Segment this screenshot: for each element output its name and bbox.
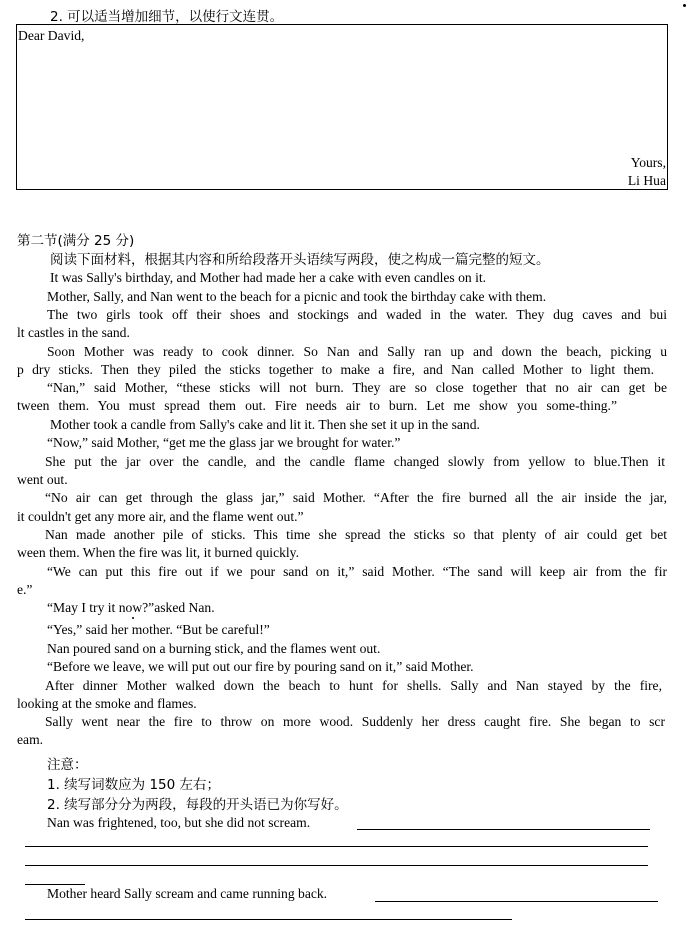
passage-line: Nan made another pile of sticks. This time she spread the sticks so that plenty of air could get bet [45,527,667,542]
section-instruction: 阅读下面材料，根据其内容和所给段落开头语续写两段，使之构成一篇完整的短文。 [50,252,550,268]
answer-line[interactable] [25,865,648,866]
answer-line[interactable] [25,884,85,885]
passage-line: ween them. When the fire was lit, it burned quickly. [17,545,299,560]
passage-line: Mother, Sally, and Nan went to the beach for a picnic and took the birthday cake with them. [47,289,547,304]
passage-line: it couldn't get any more air, and the flame went out.” [17,509,304,524]
passage-line: tween them. You must spread them out. Fire needs air to burn. Let me show you some-thing.” [17,398,617,413]
passage-line: eam. [17,732,44,747]
passage-line: looking at the smoke and flames. [17,696,197,711]
notes-title: 注意： [47,757,88,773]
passage-line: The two girls took off their shoes and stockings and waded in the water. They dug caves and bui [47,307,667,322]
passage-line: p dry sticks. Then they piled the sticks together to make a fire, and Nan called Mother to light them. [17,362,654,377]
letter-greeting: Dear David, [18,28,85,43]
passage-line: After dinner Mother walked down the beach to hunt for shells. Sally and Nan stayed by the fire, [45,678,662,693]
corner-mark [683,4,686,7]
passage-line: It was Sally's birthday, and Mother had made her a cake with even candles on it. [50,270,487,285]
passage-line: “No air can get through the glass jar,” said Mother. “After the fire burned all the air inside the jar, [45,490,667,505]
passage-line: “Now,” said Mother, “get me the glass jar we brought for water.” [47,435,401,450]
passage-line: Nan poured sand on a burning stick, and the flames went out. [47,641,381,656]
passage-line: “Yes,” said her mother. “But be careful!” [47,622,270,637]
answer-line[interactable] [25,846,648,847]
passage-line: e.” [17,582,33,597]
answer-line[interactable] [375,901,658,902]
note-item-2: 2. 续写部分分为两段，每段的开头语已为你写好。 [47,797,348,813]
para2-opening: Mother heard Sally scream and came running back. [47,886,328,901]
passage-line: “We can put this fire out if we pour sand on it,” said Mother. “The sand will keep air from the fir [47,564,667,579]
passage-line: Mother took a candle from Sally's cake and lit it. Then she set it up in the sand. [50,417,480,432]
writing-requirement-2: 2. 可以适当增加细节，以使行文连贯。 [50,9,284,25]
section-heading: 第二节(满分 25 分) [17,233,135,249]
passage-line: “May I try it now?”asked Nan. [47,600,215,615]
passage-line: “Before we leave, we will put out our fire by pouring sand on it,” said Mother. [47,659,474,674]
passage-line: went out. [17,472,68,487]
passage-line: Soon Mother was ready to cook dinner. So Nan and Sally ran up and down the beach, picking u [47,344,667,359]
letter-closing: Yours, [630,155,666,170]
note-item-1: 1. 续写词数应为 150 左右； [47,777,221,793]
passage-line: lt castles in the sand. [17,325,130,340]
answer-line[interactable] [357,829,650,830]
letter-answer-box[interactable] [16,24,668,190]
passage-line: Sally went near the fire to throw on more wood. Suddenly her dress caught fire. She began to scr [45,714,665,729]
passage-line: “Nan,” said Mother, “these sticks will not burn. They are so close together that no air can get be [47,380,667,395]
answer-line[interactable] [25,919,512,920]
letter-signature: Li Hua [627,173,666,188]
emphasis-dot [132,617,134,619]
para1-opening: Nan was frightened, too, but she did not scream. [47,815,311,830]
passage-line: She put the jar over the candle, and the candle flame changed slowly from yellow to blue.Then it [45,454,665,469]
